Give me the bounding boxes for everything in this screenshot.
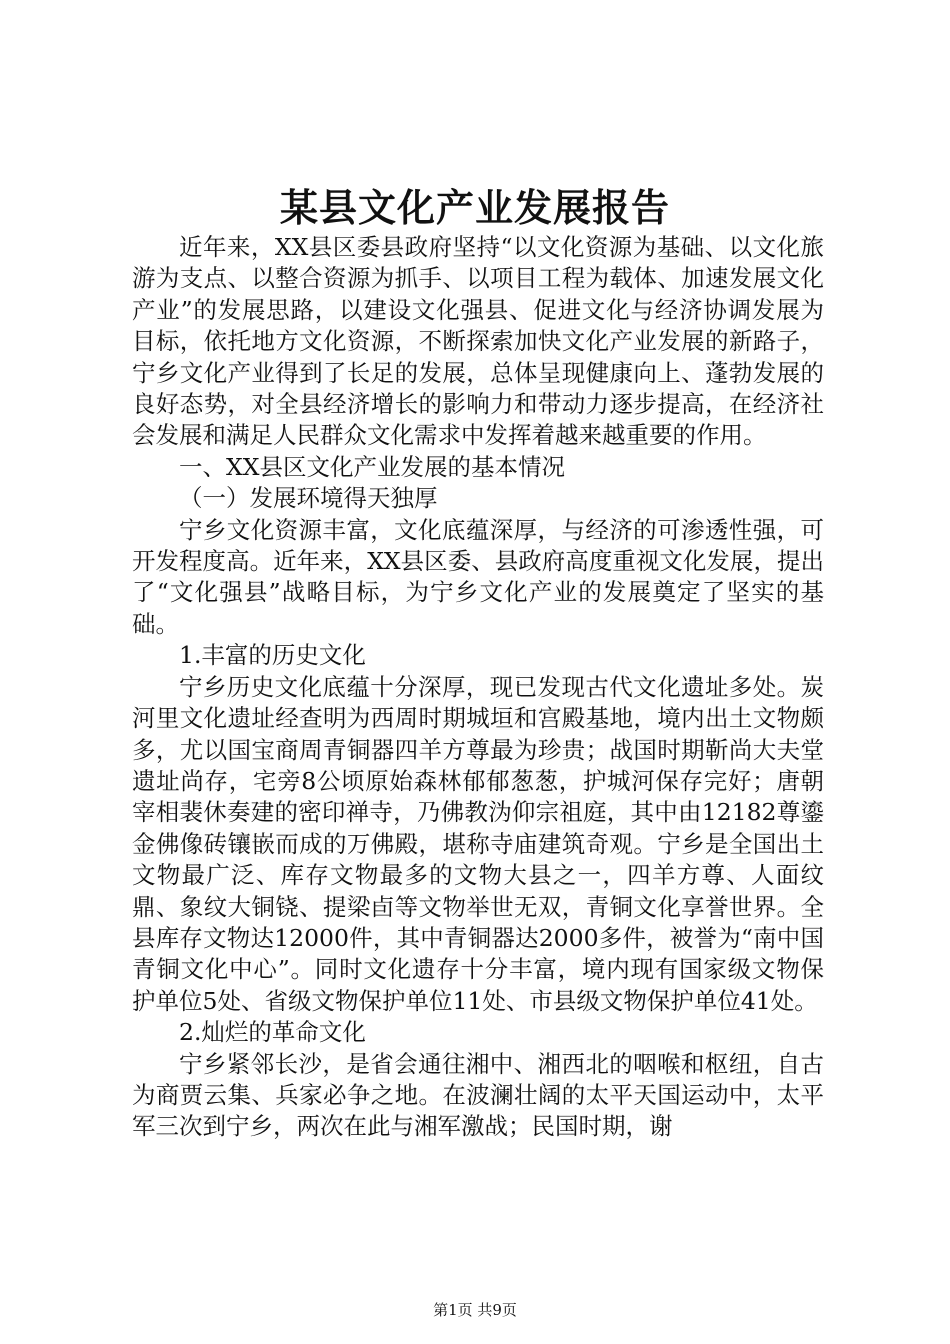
item-heading: 2.灿烂的革命文化 — [179, 1018, 366, 1047]
body-paragraph: 宁乡紧邻长沙，是省会通往湘中、湘西北的咽喉和枢纽，自古为商贾云集、兵家必争之地。在波澜壮阔的太平天国运动中，太平军三次到宁乡，两次在此与湘军激战；民国时期，谢 — [132, 1049, 824, 1141]
intro-paragraph: 近年来，XX县区委县政府坚持“以文化资源为基础、以文化旅游为支点、以整合资源为抓手、以项目工程为载体、加速发展文化产业”的发展思路，以建设文化强县、促进文化与经济协调发展为目标，依托地方文化资源，不断探索加快文化产业发展的新路子，宁乡文化产业得到了长足的发展，总体呈现健康向上、蓬勃发展的良好态势，对全县经济增长的影响力和带动力逐步提高，在经济社会发展和满足人民群众文化需求中发挥着越来越重要的作用。 — [132, 233, 824, 450]
subsection-heading: （一）发展环境得天独厚 — [179, 484, 438, 513]
page-footer: 第1页 共9页 — [433, 1301, 517, 1319]
body-paragraph: 宁乡文化资源丰富，文化底蕴深厚，与经济的可渗透性强，可开发程度高。近年来，XX县区委、县政府高度重视文化发展，提出了“文化强县”战略目标，为宁乡文化产业的发展奠定了坚实的基础。 — [132, 515, 824, 638]
section-heading: 一、XX县区文化产业发展的基本情况 — [179, 452, 565, 481]
document-body — [132, 232, 824, 1143]
body-paragraph: 宁乡历史文化底蕴十分深厚，现已发现古代文化遗址多处。炭河里文化遗址经查明为西周时期城垣和宫殿基地，境内出土文物颇多，尤以国宝商周青铜器四羊方尊最为珍贵；战国时期靳尚大夫堂遗址尚存，宅旁8公顷原始森林郁郁葱葱，护城河保存完好；唐朝宰相裴休奏建的密印禅寺，乃佛教沩仰宗祖庭，其中由12182尊鎏金佛像砖镶嵌而成的万佛殿，堪称寺庙建筑奇观。宁乡是全国出土文物最广泛、库存文物最多的文物大县之一，四羊方尊、人面纹鼎、象纹大铜铙、提梁卣等文物举世无双，青铜文化享誉世界。全县库存文物达12000件，其中青铜器达2000多件，被誉为“南中国青铜文化中心”。同时文化遗存十分丰富，境内现有国家级文物保护单位5处、省级文物保护单位11处、市县级文物保护单位41处。 — [132, 672, 824, 1015]
document-title: 某县文化产业发展报告 — [279, 185, 670, 230]
item-heading: 1.丰富的历史文化 — [179, 641, 366, 670]
